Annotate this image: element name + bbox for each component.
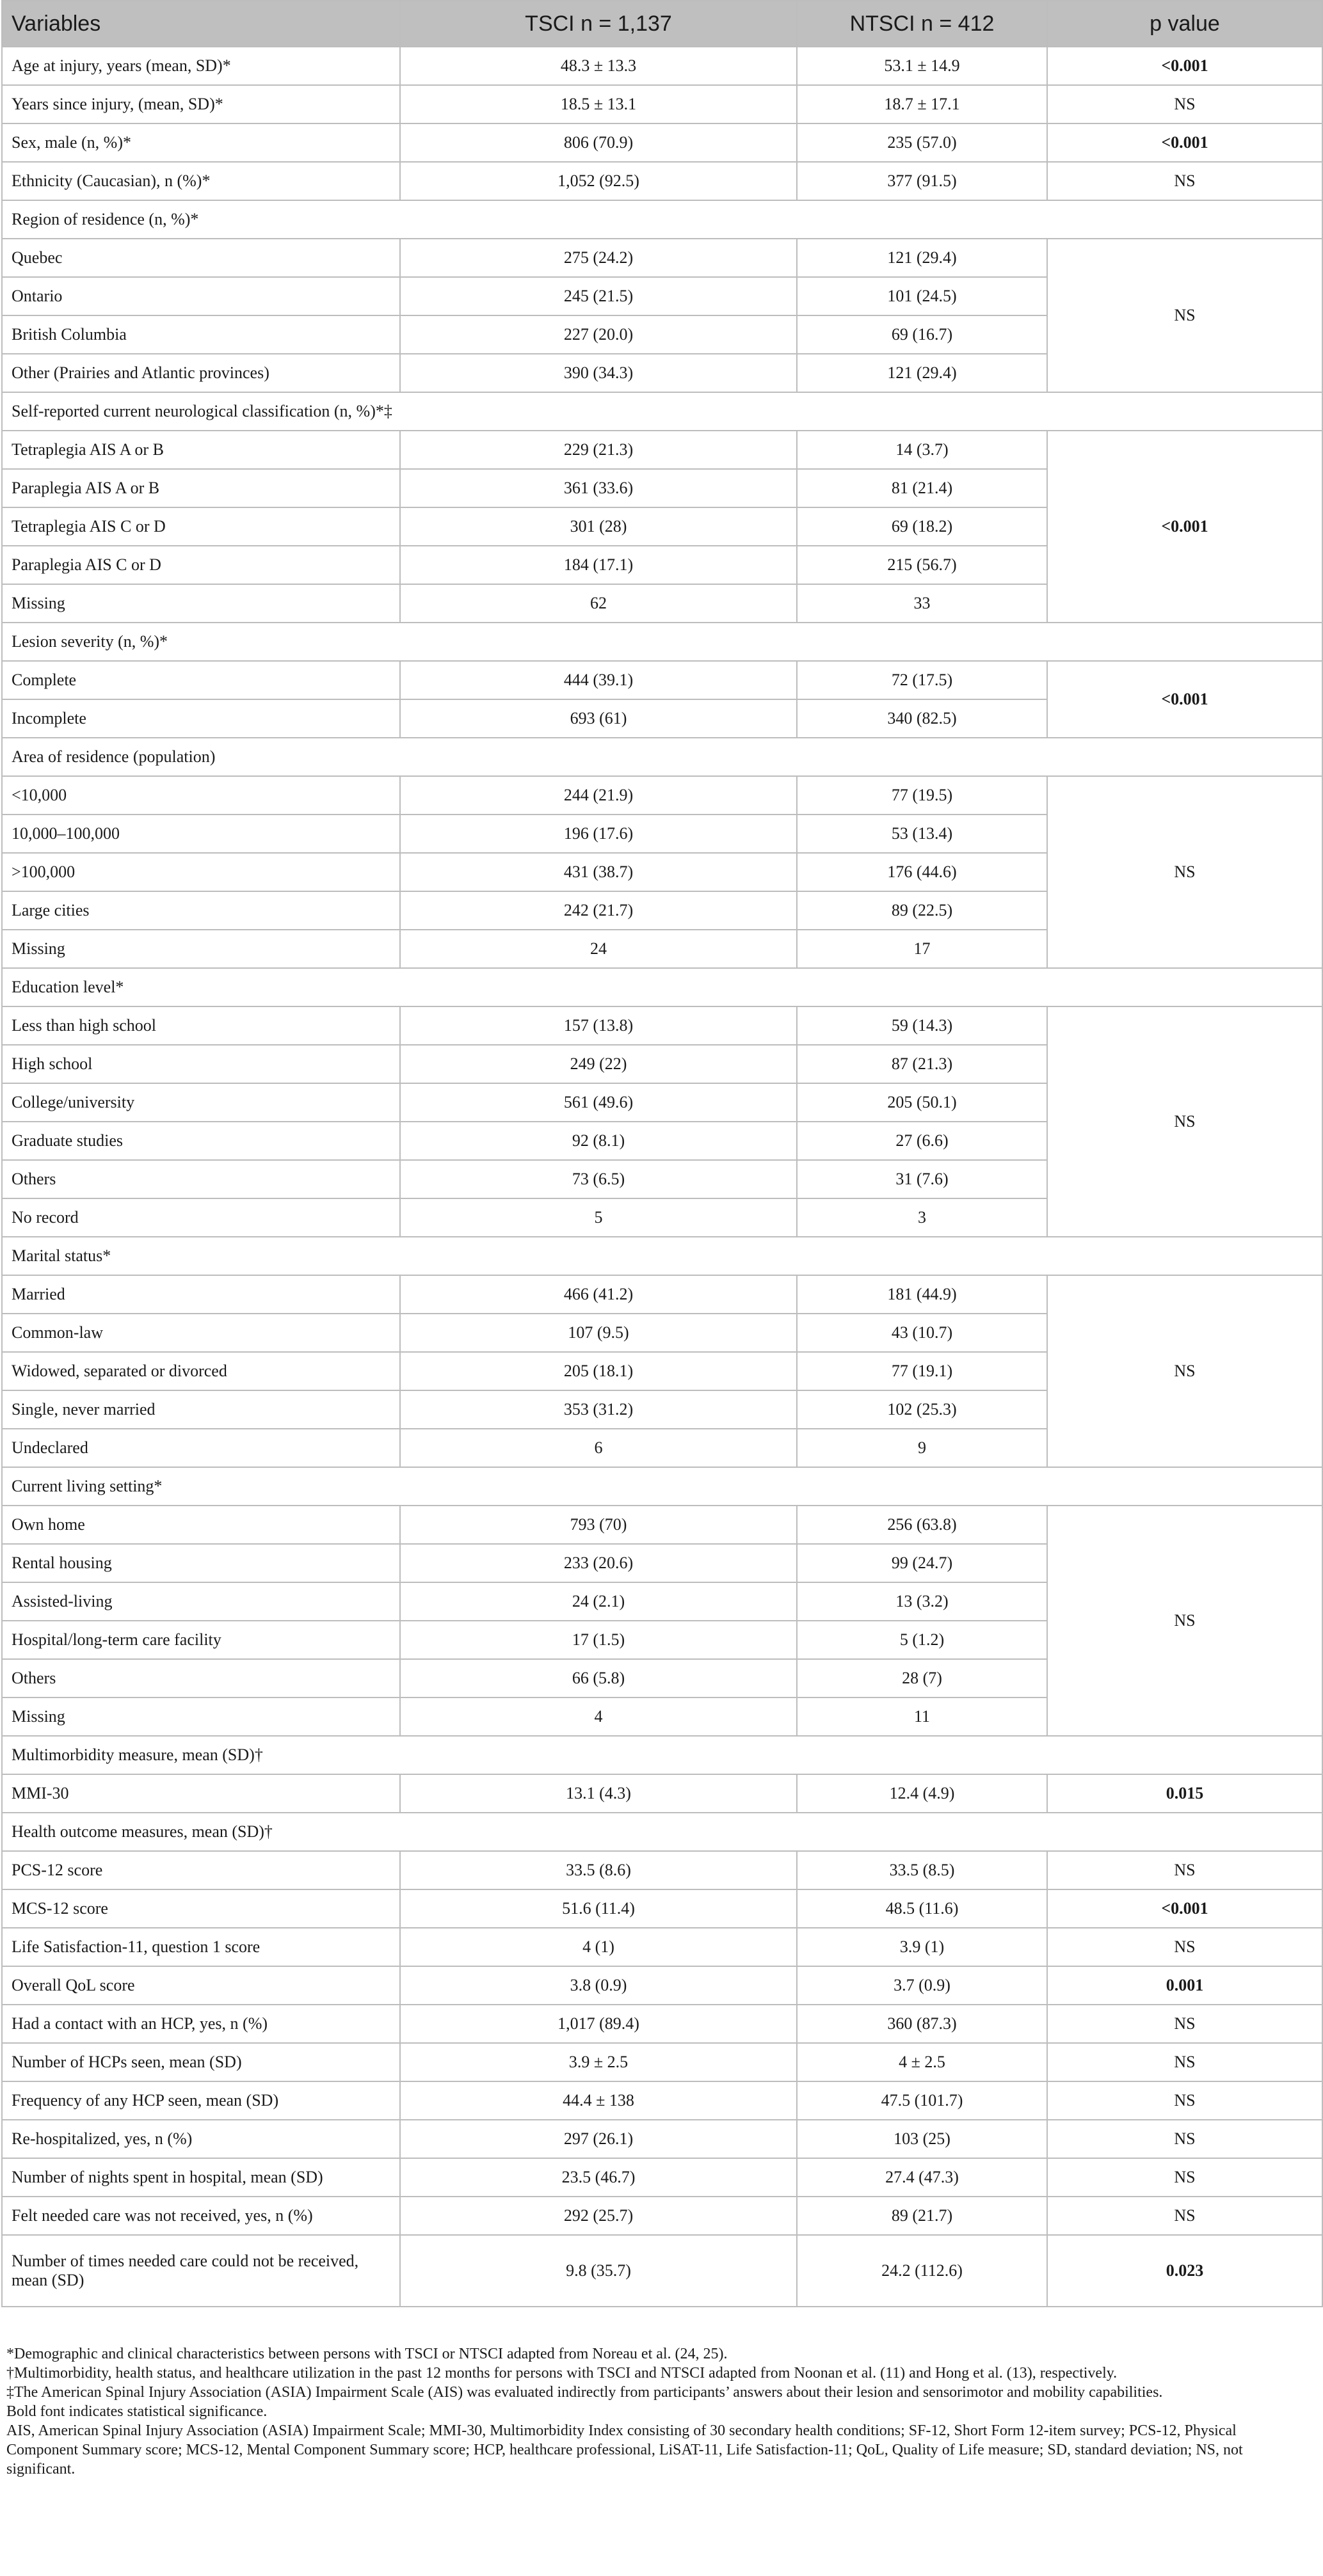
ntsci-value: 89 (22.5) xyxy=(797,891,1047,930)
ntsci-value: 181 (44.9) xyxy=(797,1275,1047,1314)
tsci-value: 361 (33.6) xyxy=(400,469,797,507)
ntsci-value: 360 (87.3) xyxy=(797,2005,1047,2043)
row-label: Re-hospitalized, yes, n (%) xyxy=(2,2120,400,2158)
tsci-value: 24 (2.1) xyxy=(400,1582,797,1621)
row-label: Tetraplegia AIS A or B xyxy=(2,431,400,469)
section-label: Self-reported current neurological classification (n, %)*‡ xyxy=(2,392,1322,431)
ntsci-value: 3 xyxy=(797,1198,1047,1237)
table-row xyxy=(2,2235,1322,2307)
tsci-value: 157 (13.8) xyxy=(400,1006,797,1045)
ntsci-value: 4 ± 2.5 xyxy=(797,2043,1047,2081)
ntsci-value: 69 (16.7) xyxy=(797,315,1047,354)
ntsci-value: 14 (3.7) xyxy=(797,431,1047,469)
table-row xyxy=(2,1966,1322,2005)
p-value: <0.001 xyxy=(1047,1889,1322,1928)
tsci-value: 793 (70) xyxy=(400,1506,797,1544)
ntsci-value: 176 (44.6) xyxy=(797,853,1047,891)
p-value: NS xyxy=(1047,1506,1322,1736)
row-label: Others xyxy=(2,1659,400,1697)
p-value: NS xyxy=(1047,2081,1322,2120)
section-label: Education level* xyxy=(2,968,1322,1006)
ntsci-value: 13 (3.2) xyxy=(797,1582,1047,1621)
table-body xyxy=(2,47,1322,2307)
ntsci-value: 48.5 (11.6) xyxy=(797,1889,1047,1928)
tsci-value: 44.4 ± 138 xyxy=(400,2081,797,2120)
table-row xyxy=(2,2081,1322,2120)
row-label: Graduate studies xyxy=(2,1122,400,1160)
tsci-value: 66 (5.8) xyxy=(400,1659,797,1697)
tsci-value: 48.3 ± 13.3 xyxy=(400,47,797,85)
table-row xyxy=(2,47,1322,85)
tsci-value: 301 (28) xyxy=(400,507,797,546)
tsci-value: 92 (8.1) xyxy=(400,1122,797,1160)
tsci-value: 693 (61) xyxy=(400,699,797,738)
table-section-row xyxy=(2,1736,1322,1774)
ntsci-value: 256 (63.8) xyxy=(797,1506,1047,1544)
row-label: Common-law xyxy=(2,1314,400,1352)
tsci-value: 292 (25.7) xyxy=(400,2197,797,2235)
table-section-row xyxy=(2,1237,1322,1275)
p-value: NS xyxy=(1047,2043,1322,2081)
table-row xyxy=(2,1275,1322,1314)
footnote: Bold font indicates statistical significance. xyxy=(6,2403,268,2420)
tsci-value: 62 xyxy=(400,584,797,623)
row-label: Had a contact with an HCP, yes, n (%) xyxy=(2,2005,400,2043)
p-value: NS xyxy=(1047,85,1322,123)
table-row xyxy=(2,239,1322,277)
footnote: AIS, American Spinal Injury Association (ASIA) Impairment Scale; MMI-30, Multimorbidity Index consisting of 30 secondary health conditions; SF-12, Short Form 12-item survey; PCS-12, Physical Component Summary score; MCS-12, Mental Component Summary score; HCP, healthcare professional, LiSAT-11, Life Satisfaction-11; QoL, Quality of Life measure; SD, standard deviation; NS, not significant. xyxy=(6,2422,1243,2477)
tsci-value: 227 (20.0) xyxy=(400,315,797,354)
ntsci-value: 33 xyxy=(797,584,1047,623)
ntsci-value: 77 (19.1) xyxy=(797,1352,1047,1390)
table-row xyxy=(2,1851,1322,1889)
tsci-value: 431 (38.7) xyxy=(400,853,797,891)
row-label: Incomplete xyxy=(2,699,400,738)
ntsci-value: 89 (21.7) xyxy=(797,2197,1047,2235)
ntsci-value: 11 xyxy=(797,1697,1047,1736)
row-label: Quebec xyxy=(2,239,400,277)
p-value: NS xyxy=(1047,2197,1322,2235)
tsci-value: 806 (70.9) xyxy=(400,123,797,162)
tsci-value: 3.9 ± 2.5 xyxy=(400,2043,797,2081)
table-section-row xyxy=(2,1467,1322,1506)
row-label: Hospital/long-term care facility xyxy=(2,1621,400,1659)
table-row xyxy=(2,162,1322,200)
p-value: NS xyxy=(1047,776,1322,968)
ntsci-value: 53.1 ± 14.9 xyxy=(797,47,1047,85)
row-label: Sex, male (n, %)* xyxy=(2,123,400,162)
row-label: Widowed, separated or divorced xyxy=(2,1352,400,1390)
ntsci-value: 27.4 (47.3) xyxy=(797,2158,1047,2197)
row-label: Assisted-living xyxy=(2,1582,400,1621)
row-label: Single, never married xyxy=(2,1390,400,1429)
row-label: Large cities xyxy=(2,891,400,930)
section-label: Lesion severity (n, %)* xyxy=(2,623,1322,661)
row-label: Number of nights spent in hospital, mean (SD) xyxy=(2,2158,400,2197)
section-label: Multimorbidity measure, mean (SD)† xyxy=(2,1736,1322,1774)
row-label: Complete xyxy=(2,661,400,699)
table-row xyxy=(2,2120,1322,2158)
ntsci-value: 3.9 (1) xyxy=(797,1928,1047,1966)
row-label: Paraplegia AIS C or D xyxy=(2,546,400,584)
row-label: MCS-12 score xyxy=(2,1889,400,1928)
header-tsci: TSCI n = 1,137 xyxy=(400,1,797,47)
row-label: Number of HCPs seen, mean (SD) xyxy=(2,2043,400,2081)
ntsci-value: 81 (21.4) xyxy=(797,469,1047,507)
ntsci-value: 103 (25) xyxy=(797,2120,1047,2158)
table-section-row xyxy=(2,623,1322,661)
p-value: NS xyxy=(1047,2120,1322,2158)
footnote: ‡The American Spinal Injury Association (ASIA) Impairment Scale (AIS) was evaluated indirectly from participants’ answers about their lesion and sensorimotor and mobility capabilities. xyxy=(6,2384,1163,2401)
ntsci-value: 18.7 ± 17.1 xyxy=(797,85,1047,123)
row-label: Overall QoL score xyxy=(2,1966,400,2005)
ntsci-value: 121 (29.4) xyxy=(797,354,1047,392)
ntsci-value: 205 (50.1) xyxy=(797,1083,1047,1122)
tsci-value: 275 (24.2) xyxy=(400,239,797,277)
row-label: Years since injury, (mean, SD)* xyxy=(2,85,400,123)
row-label: Ontario xyxy=(2,277,400,315)
header-variables: Variables xyxy=(2,1,400,47)
p-value: <0.001 xyxy=(1047,123,1322,162)
row-label: Rental housing xyxy=(2,1544,400,1582)
table-section-row xyxy=(2,968,1322,1006)
row-label: High school xyxy=(2,1045,400,1083)
tsci-value: 1,017 (89.4) xyxy=(400,2005,797,2043)
footnote: †Multimorbidity, health status, and healthcare utilization in the past 12 months for persons with TSCI and NTSCI adapted from Noonan et al. (11) and Hong et al. (13), respectively. xyxy=(6,2365,1118,2381)
tsci-value: 73 (6.5) xyxy=(400,1160,797,1198)
tsci-value: 244 (21.9) xyxy=(400,776,797,815)
ntsci-value: 59 (14.3) xyxy=(797,1006,1047,1045)
table-row xyxy=(2,1928,1322,1966)
row-label: 10,000–100,000 xyxy=(2,815,400,853)
characteristics-table xyxy=(1,0,1323,2307)
row-label: Number of times needed care could not be received, mean (SD) xyxy=(2,2235,400,2307)
p-value: NS xyxy=(1047,239,1322,392)
table-row xyxy=(2,1889,1322,1928)
tsci-value: 249 (22) xyxy=(400,1045,797,1083)
tsci-value: 353 (31.2) xyxy=(400,1390,797,1429)
ntsci-value: 87 (21.3) xyxy=(797,1045,1047,1083)
tsci-value: 390 (34.3) xyxy=(400,354,797,392)
row-label: Ethnicity (Caucasian), n (%)* xyxy=(2,162,400,200)
section-label: Marital status* xyxy=(2,1237,1322,1275)
row-label: No record xyxy=(2,1198,400,1237)
p-value: 0.023 xyxy=(1047,2235,1322,2307)
section-label: Area of residence (population) xyxy=(2,738,1322,776)
tsci-value: 466 (41.2) xyxy=(400,1275,797,1314)
tsci-value: 4 xyxy=(400,1697,797,1736)
row-label: Missing xyxy=(2,1697,400,1736)
tsci-value: 233 (20.6) xyxy=(400,1544,797,1582)
tsci-value: 297 (26.1) xyxy=(400,2120,797,2158)
table-section-row xyxy=(2,200,1322,239)
ntsci-value: 24.2 (112.6) xyxy=(797,2235,1047,2307)
row-label: PCS-12 score xyxy=(2,1851,400,1889)
tsci-value: 18.5 ± 13.1 xyxy=(400,85,797,123)
tsci-value: 229 (21.3) xyxy=(400,431,797,469)
ntsci-value: 9 xyxy=(797,1429,1047,1467)
row-label: Life Satisfaction-11, question 1 score xyxy=(2,1928,400,1966)
section-label: Region of residence (n, %)* xyxy=(2,200,1322,239)
table-footnotes xyxy=(0,2344,1323,2479)
tsci-value: 33.5 (8.6) xyxy=(400,1851,797,1889)
p-value: NS xyxy=(1047,2005,1322,2043)
row-label: Others xyxy=(2,1160,400,1198)
ntsci-value: 377 (91.5) xyxy=(797,162,1047,200)
row-label: Married xyxy=(2,1275,400,1314)
ntsci-value: 101 (24.5) xyxy=(797,277,1047,315)
p-value: 0.015 xyxy=(1047,1774,1322,1813)
tsci-value: 6 xyxy=(400,1429,797,1467)
ntsci-value: 47.5 (101.7) xyxy=(797,2081,1047,2120)
row-label: Paraplegia AIS A or B xyxy=(2,469,400,507)
p-value: NS xyxy=(1047,1275,1322,1467)
row-label: Other (Prairies and Atlantic provinces) xyxy=(2,354,400,392)
footnote: *Demographic and clinical characteristics between persons with TSCI or NTSCI adapted from Noreau et al. (24, 25). xyxy=(6,2346,728,2362)
row-label: >100,000 xyxy=(2,853,400,891)
tsci-value: 3.8 (0.9) xyxy=(400,1966,797,2005)
header-pvalue: p value xyxy=(1047,1,1322,47)
p-value: NS xyxy=(1047,1928,1322,1966)
row-label: <10,000 xyxy=(2,776,400,815)
tsci-value: 4 (1) xyxy=(400,1928,797,1966)
table-row xyxy=(2,2043,1322,2081)
tsci-value: 51.6 (11.4) xyxy=(400,1889,797,1928)
row-label: Less than high school xyxy=(2,1006,400,1045)
ntsci-value: 33.5 (8.5) xyxy=(797,1851,1047,1889)
row-label: Missing xyxy=(2,584,400,623)
ntsci-value: 77 (19.5) xyxy=(797,776,1047,815)
table-section-row xyxy=(2,738,1322,776)
p-value: NS xyxy=(1047,1851,1322,1889)
table-row xyxy=(2,431,1322,469)
tsci-value: 205 (18.1) xyxy=(400,1352,797,1390)
p-value: <0.001 xyxy=(1047,661,1322,738)
section-label: Health outcome measures, mean (SD)† xyxy=(2,1813,1322,1851)
ntsci-value: 72 (17.5) xyxy=(797,661,1047,699)
row-label: Felt needed care was not received, yes, n (%) xyxy=(2,2197,400,2235)
tsci-value: 196 (17.6) xyxy=(400,815,797,853)
row-label: Undeclared xyxy=(2,1429,400,1467)
table-row xyxy=(2,85,1322,123)
ntsci-value: 235 (57.0) xyxy=(797,123,1047,162)
p-value: NS xyxy=(1047,162,1322,200)
tsci-value: 107 (9.5) xyxy=(400,1314,797,1352)
ntsci-value: 28 (7) xyxy=(797,1659,1047,1697)
table-row xyxy=(2,1506,1322,1544)
header-ntsci: NTSCI n = 412 xyxy=(797,1,1047,47)
ntsci-value: 5 (1.2) xyxy=(797,1621,1047,1659)
table-row xyxy=(2,661,1322,699)
table-row xyxy=(2,2158,1322,2197)
tsci-value: 184 (17.1) xyxy=(400,546,797,584)
tsci-value: 242 (21.7) xyxy=(400,891,797,930)
ntsci-value: 17 xyxy=(797,930,1047,968)
row-label: MMI-30 xyxy=(2,1774,400,1813)
tsci-value: 245 (21.5) xyxy=(400,277,797,315)
p-value: <0.001 xyxy=(1047,47,1322,85)
ntsci-value: 27 (6.6) xyxy=(797,1122,1047,1160)
section-label: Current living setting* xyxy=(2,1467,1322,1506)
ntsci-value: 31 (7.6) xyxy=(797,1160,1047,1198)
table-row xyxy=(2,1774,1322,1813)
ntsci-value: 53 (13.4) xyxy=(797,815,1047,853)
table-section-row xyxy=(2,1813,1322,1851)
row-label: Missing xyxy=(2,930,400,968)
ntsci-value: 102 (25.3) xyxy=(797,1390,1047,1429)
ntsci-value: 215 (56.7) xyxy=(797,546,1047,584)
tsci-value: 5 xyxy=(400,1198,797,1237)
row-label: Tetraplegia AIS C or D xyxy=(2,507,400,546)
table-row xyxy=(2,2005,1322,2043)
table-section-row xyxy=(2,392,1322,431)
tsci-value: 23.5 (46.7) xyxy=(400,2158,797,2197)
row-label: British Columbia xyxy=(2,315,400,354)
p-value: <0.001 xyxy=(1047,431,1322,623)
row-label: Age at injury, years (mean, SD)* xyxy=(2,47,400,85)
p-value: NS xyxy=(1047,1006,1322,1237)
p-value: 0.001 xyxy=(1047,1966,1322,2005)
ntsci-value: 340 (82.5) xyxy=(797,699,1047,738)
tsci-value: 1,052 (92.5) xyxy=(400,162,797,200)
tsci-value: 24 xyxy=(400,930,797,968)
ntsci-value: 3.7 (0.9) xyxy=(797,1966,1047,2005)
tsci-value: 13.1 (4.3) xyxy=(400,1774,797,1813)
row-label: Own home xyxy=(2,1506,400,1544)
table-row xyxy=(2,123,1322,162)
ntsci-value: 69 (18.2) xyxy=(797,507,1047,546)
table-row xyxy=(2,1006,1322,1045)
table-row xyxy=(2,2197,1322,2235)
row-label: College/university xyxy=(2,1083,400,1122)
ntsci-value: 43 (10.7) xyxy=(797,1314,1047,1352)
ntsci-value: 99 (24.7) xyxy=(797,1544,1047,1582)
tsci-value: 17 (1.5) xyxy=(400,1621,797,1659)
tsci-value: 9.8 (35.7) xyxy=(400,2235,797,2307)
header-row xyxy=(2,1,1322,47)
ntsci-value: 12.4 (4.9) xyxy=(797,1774,1047,1813)
tsci-value: 444 (39.1) xyxy=(400,661,797,699)
row-label: Frequency of any HCP seen, mean (SD) xyxy=(2,2081,400,2120)
ntsci-value: 121 (29.4) xyxy=(797,239,1047,277)
tsci-value: 561 (49.6) xyxy=(400,1083,797,1122)
p-value: NS xyxy=(1047,2158,1322,2197)
table-row xyxy=(2,776,1322,815)
